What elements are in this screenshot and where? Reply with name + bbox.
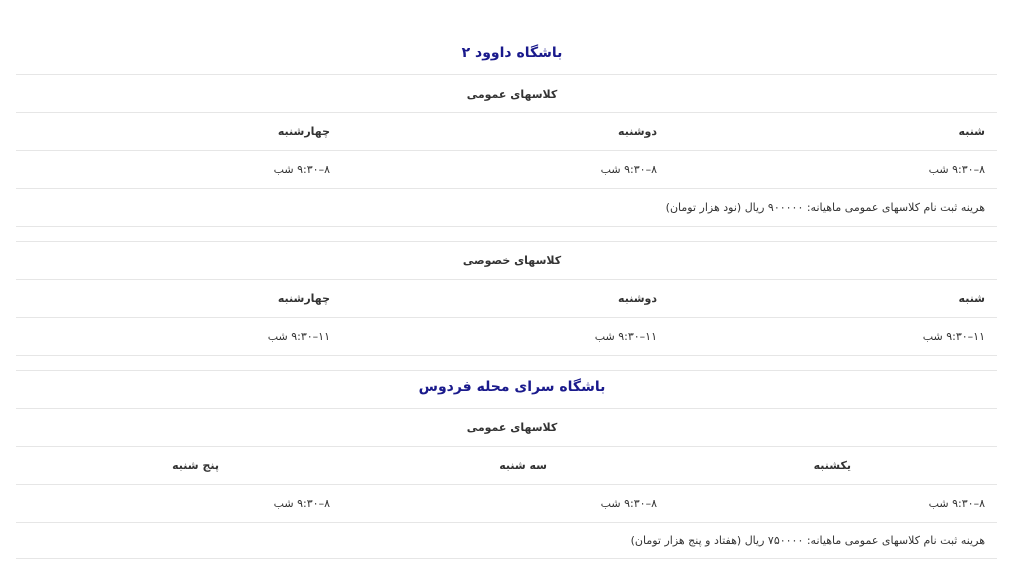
fee-text: هرینه ثبت نام کلاسهای عمومی ماهیانه: ۷۵۰۰۰۰ ریال (هفتاد و پنج هزار تومان) <box>630 534 985 547</box>
club1-general-days-row <box>16 113 997 151</box>
divider <box>16 241 997 242</box>
divider <box>16 370 997 371</box>
day-cell: پنج شنبه <box>172 459 219 472</box>
time-cell: ۱۱–۹:۳۰ شب <box>267 330 330 343</box>
club1-private-heading: کلاسهای خصوصی <box>462 254 562 267</box>
club2-fee-row <box>16 523 997 559</box>
time-cell: ۱۱–۹:۳۰ شب <box>922 330 985 343</box>
time-cell: ۸–۹:۳۰ شب <box>600 497 657 510</box>
club1-general-times-row <box>16 151 997 189</box>
club2-general-times-row <box>16 485 997 523</box>
time-cell: ۸–۹:۳۰ شب <box>600 163 657 176</box>
fee-text: هرینه ثبت نام کلاسهای عمومی ماهیانه: ۹۰۰۰۰۰ ریال (نود هزار تومان) <box>665 201 985 214</box>
day-cell: یکشنبه <box>813 459 851 472</box>
club2-title: باشگاه سرای محله فردوس <box>418 379 606 395</box>
time-cell: ۸–۹:۳۰ شب <box>928 163 985 176</box>
day-cell: چهارشنبه <box>277 292 330 305</box>
club1-private-times-row <box>16 318 997 356</box>
time-cell: ۸–۹:۳۰ شب <box>273 163 330 176</box>
club1-private-days-row <box>16 280 997 318</box>
time-cell: ۸–۹:۳۰ شب <box>928 497 985 510</box>
club2-general-heading: کلاسهای عمومی <box>466 421 558 434</box>
club2-general-days-row <box>16 447 997 485</box>
day-cell: شنبه <box>958 292 985 305</box>
day-cell: شنبه <box>958 125 985 138</box>
club1-general-heading: کلاسهای عمومی <box>466 88 558 101</box>
day-cell: چهارشنبه <box>277 125 330 138</box>
divider <box>16 408 997 409</box>
club1-title: باشگاه داوود ۲ <box>461 45 563 61</box>
divider <box>16 74 997 75</box>
time-cell: ۸–۹:۳۰ شب <box>273 497 330 510</box>
time-cell: ۱۱–۹:۳۰ شب <box>594 330 657 343</box>
day-cell: سه شنبه <box>499 459 547 472</box>
day-cell: دوشنبه <box>618 125 657 138</box>
club1-fee-row <box>16 189 997 227</box>
day-cell: دوشنبه <box>618 292 657 305</box>
